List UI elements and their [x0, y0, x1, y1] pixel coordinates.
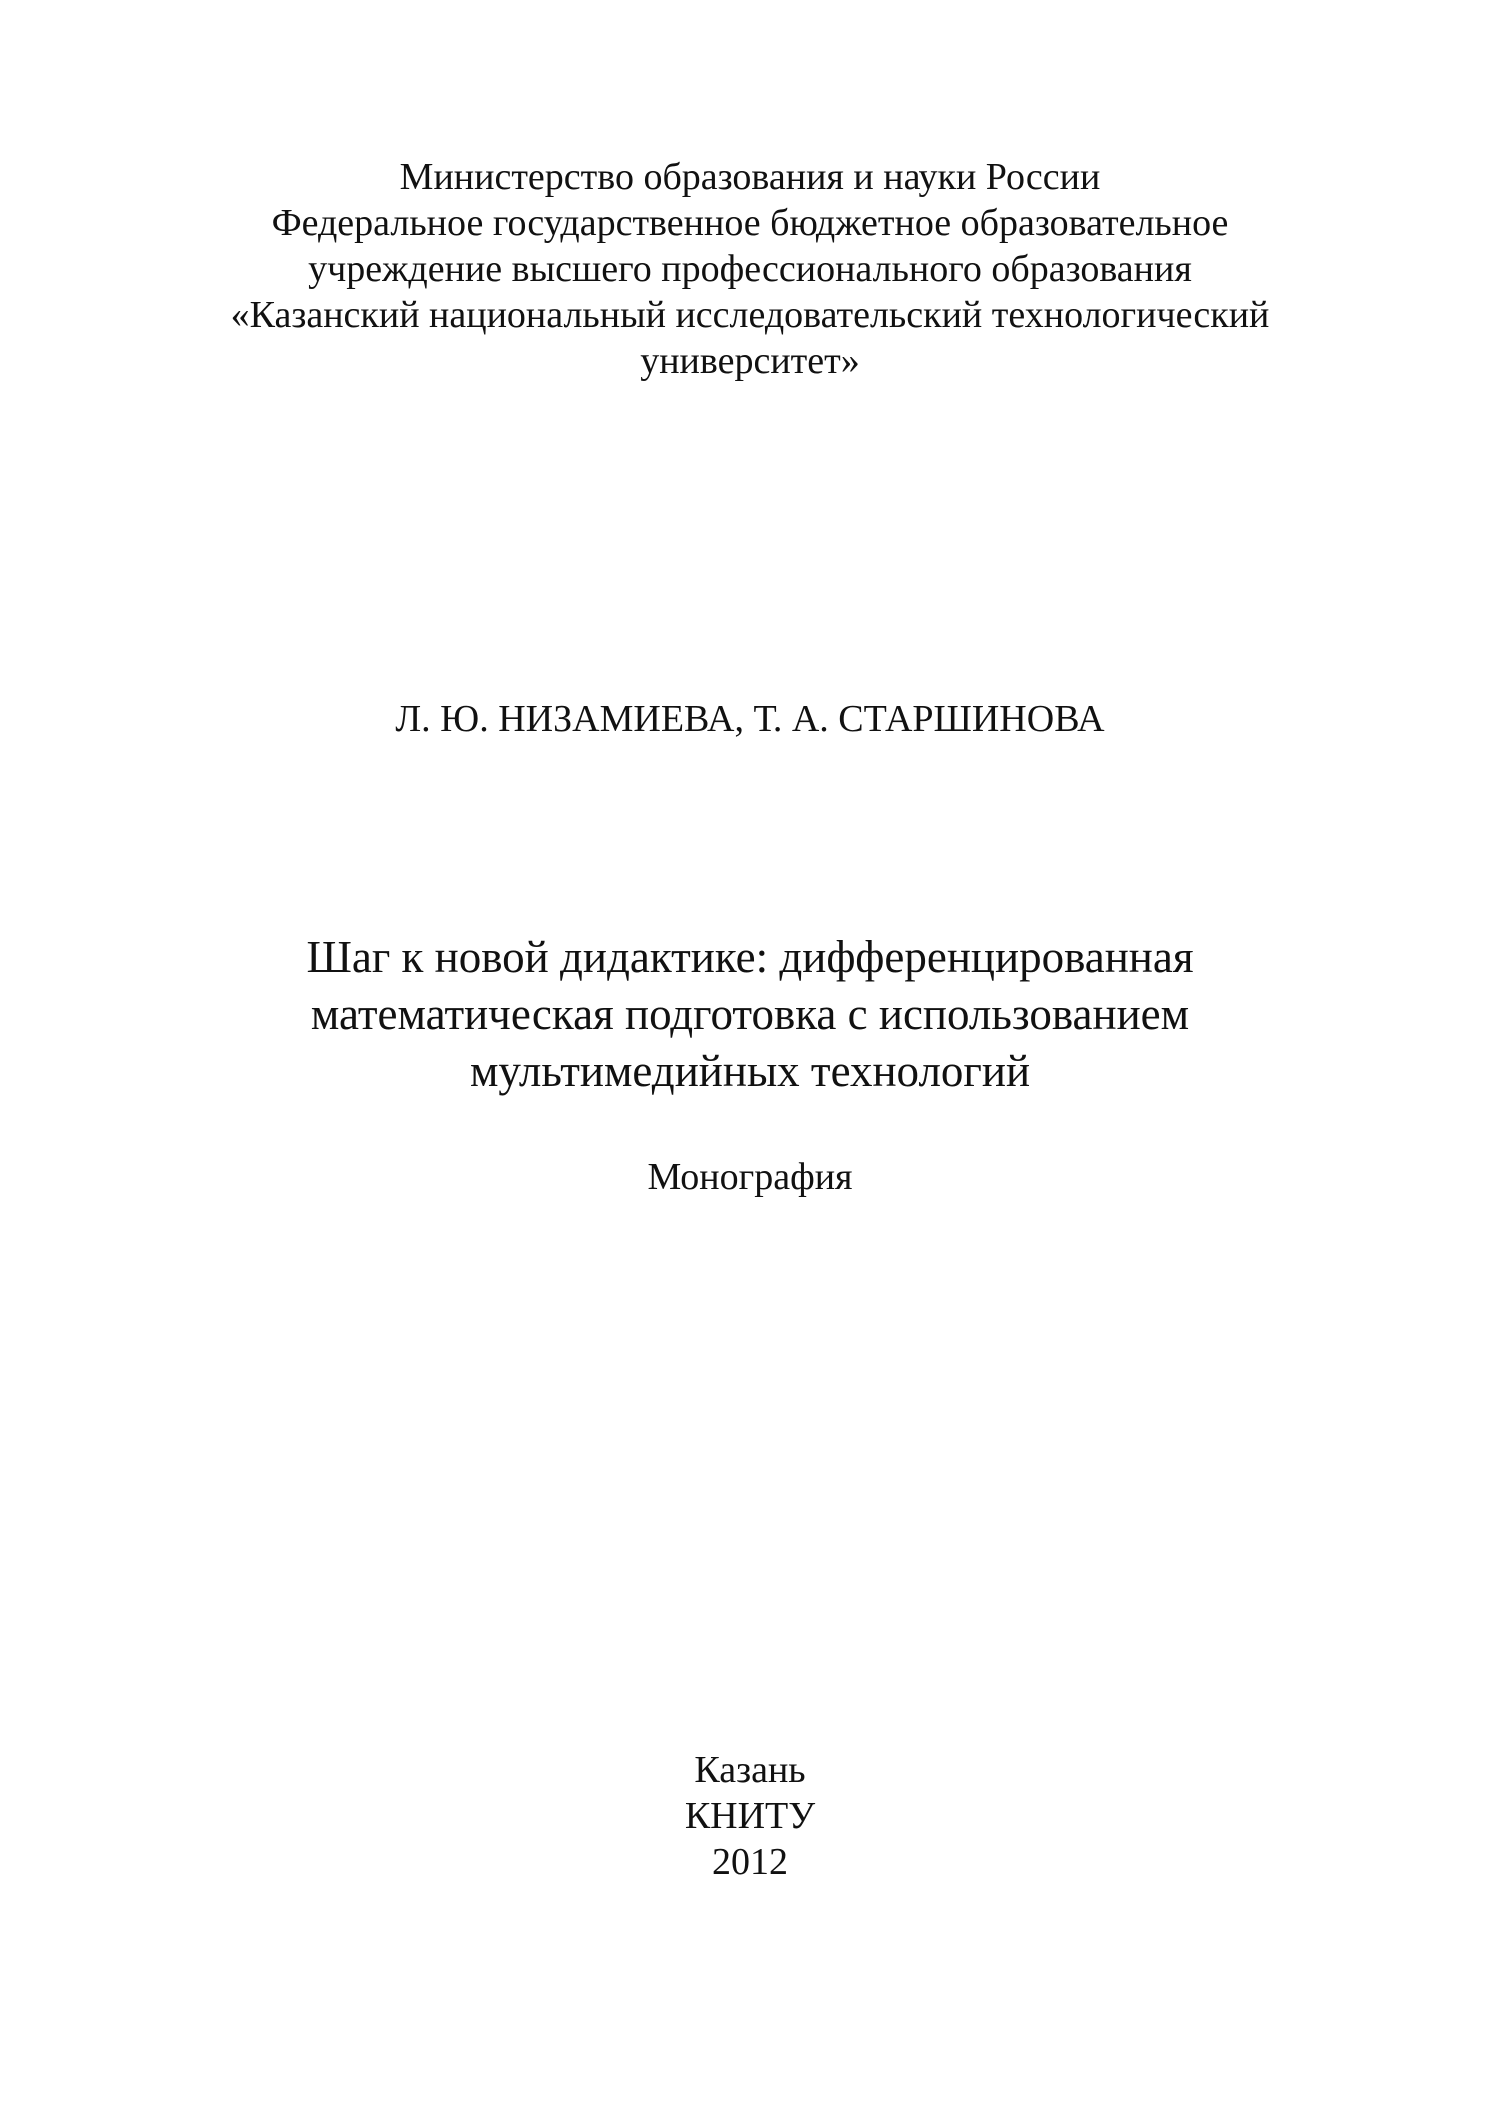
imprint-publisher: КНИТУ [684, 1795, 816, 1837]
title-line-3: мультимедийных технологий [469, 1046, 1031, 1096]
authors: Л. Ю. НИЗАМИЕВА, Т. А. СТАРШИНОВА [395, 698, 1105, 740]
imprint-city: Казань [694, 1749, 806, 1791]
title-line-2: математическая подготовка с использованием [310, 989, 1190, 1039]
title-line-1: Шаг к новой дидактике: дифференцированная [306, 932, 1194, 982]
institution-line-1: Министерство образования и науки России [399, 156, 1101, 198]
genre-label: Монография [647, 1156, 853, 1198]
institution-line-3: учреждение высшего профессионального образования [308, 248, 1192, 290]
imprint-year: 2012 [712, 1841, 788, 1883]
institution-line-2: Федеральное государственное бюджетное образовательное [271, 202, 1229, 244]
institution-line-5: университет» [640, 340, 860, 382]
institution-line-4: «Казанский национальный исследовательский технологический [230, 294, 1270, 336]
